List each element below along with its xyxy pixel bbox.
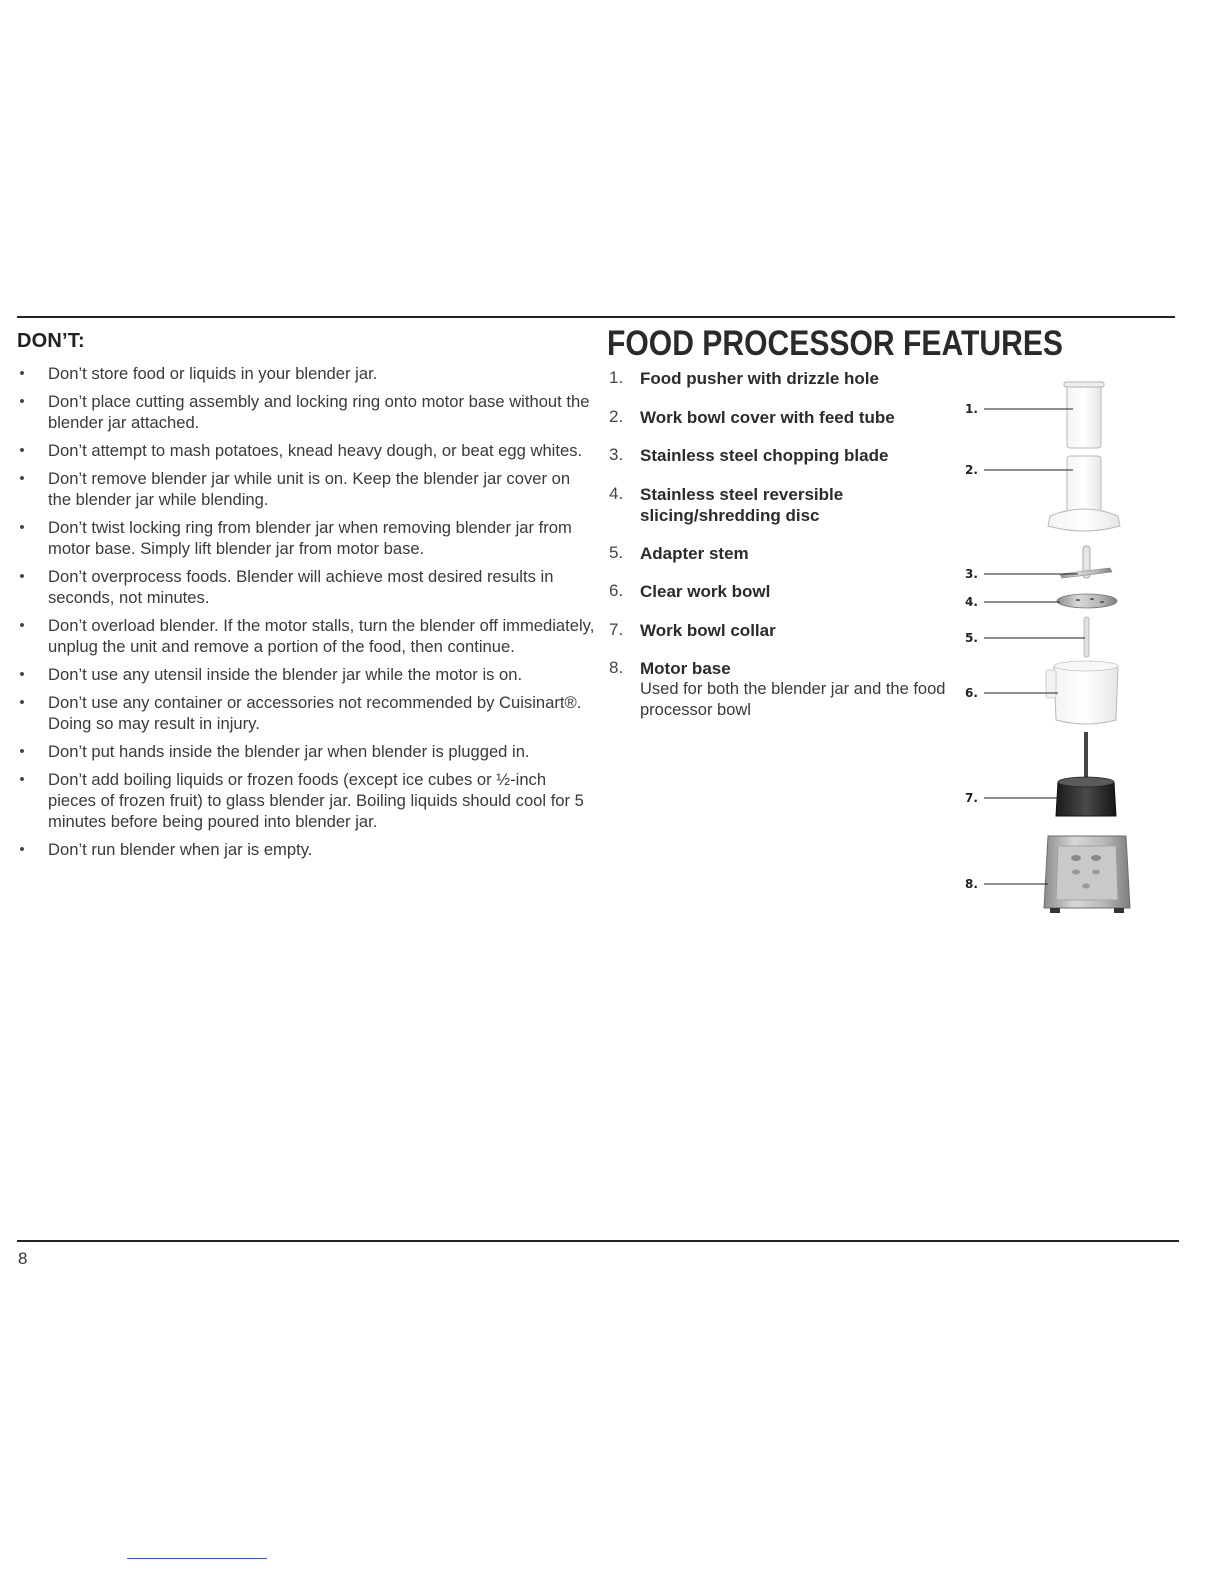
list-item: • Don’t twist locking ring from blender jar when removing blender jar from motor base. Simply lift blender jar from motor base. — [17, 517, 597, 559]
bottom-rule — [17, 1240, 1179, 1242]
bullet-icon: • — [19, 470, 25, 487]
feature-item-work-bowl-cover: 2. Work bowl cover with feed tube — [609, 406, 895, 427]
list-item: • Don’t overprocess foods. Blender will achieve most desired results in seconds, not minutes. — [17, 566, 597, 608]
bullet-icon: • — [19, 771, 25, 788]
list-item: • Don’t remove blender jar while unit is on. Keep the blender jar cover on the blender jar while blending. — [17, 468, 597, 510]
food-processor-diagram — [950, 370, 1150, 930]
dont-list — [17, 363, 597, 860]
callout-label-7: 7. — [965, 791, 978, 805]
motor-base-part — [1044, 836, 1130, 913]
callout-label-1: 1. — [965, 402, 978, 416]
callout-label-3: 3. — [965, 567, 978, 581]
callout-label-2: 2. — [965, 463, 978, 477]
adapter-stem-part — [1084, 617, 1089, 657]
food-pusher-part — [1064, 382, 1104, 448]
bullet-icon: • — [19, 743, 25, 760]
list-item: • Don’t use any utensil inside the blender jar while the motor is on. — [17, 664, 597, 685]
feature-item-chopping-blade: 3. Stainless steel chopping blade — [609, 445, 889, 465]
list-item: • Don’t use any container or accessories not recommended by Cuisinart®. Doing so may result in injury. — [17, 692, 597, 734]
bullet-icon: • — [19, 442, 25, 459]
feature-item-adapter-stem: 5. Adapter stem — [609, 542, 749, 563]
feature-item-work-bowl-collar: 7. Work bowl collar — [609, 619, 776, 640]
top-rule — [17, 316, 1175, 318]
bullet-icon: • — [19, 568, 25, 585]
features-title: FOOD PROCESSOR FEATURES — [607, 324, 1064, 363]
callout-label-4: 4. — [965, 595, 978, 609]
list-item: • Don’t store food or liquids in your blender jar. — [17, 363, 597, 384]
features-list — [607, 368, 947, 720]
dont-heading: DON’T: — [17, 330, 85, 352]
list-item: • Don’t add boiling liquids or frozen foods (except ice cubes or ½-inch pieces of frozen fruit) to glass blender jar. Boiling liquids should cool for 5 minutes before being poured into blender jar. — [17, 769, 597, 832]
list-item: • Don’t put hands inside the blender jar when blender is plugged in. — [17, 741, 597, 762]
feature-item-motor-base: 8. Motor base Used for both the blender jar and the food processor bowl — [609, 658, 946, 719]
decorative-underline — [127, 1558, 267, 1559]
list-item: • Don’t place cutting assembly and locking ring onto motor base without the blender jar attached. — [17, 391, 597, 433]
page-number: 8 — [18, 1249, 28, 1268]
slicing-disc-part — [1057, 594, 1117, 608]
bullet-icon: • — [19, 519, 25, 536]
work-bowl-cover-part — [1048, 456, 1120, 531]
dont-section — [17, 330, 597, 867]
bullet-icon: • — [19, 365, 25, 382]
work-bowl-collar-part — [1056, 732, 1116, 816]
callout-label-6: 6. — [965, 686, 978, 700]
list-item: • Don’t run blender when jar is empty. — [17, 839, 597, 860]
feature-item-slicing-disc: 4. Stainless steel reversible slicing/shredding disc — [609, 483, 844, 525]
feature-item-food-pusher: 1. Food pusher with drizzle hole — [609, 368, 879, 388]
callout-label-5: 5. — [965, 631, 978, 645]
list-item: • Don’t attempt to mash potatoes, knead heavy dough, or beat egg whites. — [17, 440, 597, 461]
features-section — [607, 324, 1177, 719]
callout-label-8: 8. — [965, 877, 978, 891]
diagram-illustration — [950, 370, 1150, 930]
bullet-icon: • — [19, 694, 25, 711]
bullet-icon: • — [19, 617, 25, 634]
list-item: • Don’t overload blender. If the motor stalls, turn the blender off immediately, unplug the unit and remove a portion of the food, then continue. — [17, 615, 597, 657]
feature-item-clear-work-bowl: 6. Clear work bowl — [609, 581, 771, 601]
bullet-icon: • — [19, 841, 25, 858]
bullet-icon: • — [19, 393, 25, 410]
chopping-blade-part — [1060, 546, 1112, 578]
bullet-icon: • — [19, 666, 25, 683]
